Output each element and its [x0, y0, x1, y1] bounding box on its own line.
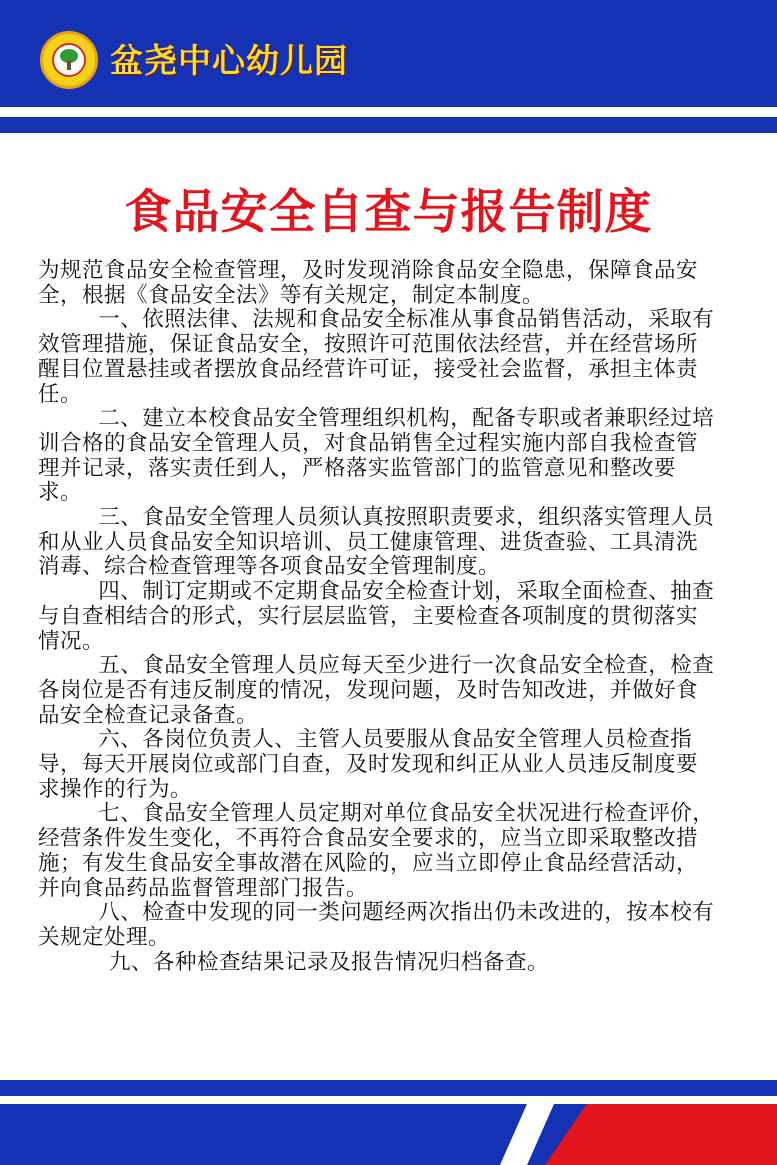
kindergarten-logo-icon [40, 31, 98, 89]
clause-2: 二、建立本校食品安全管理组织机构，配备专职或者兼职经过培训合格的食品安全管理人员，对食品销售全过程实施内部自我检查管理并记录，落实责任到人，严格落实监管部门的监管意见和整改要求。 [38, 406, 715, 506]
clause-5: 五、食品安全管理人员应每天至少进行一次食品安全检查，检查各岗位是否有违反制度的情况，发现问题，及时告知改进，并做好食品安全检查记录备查。 [38, 653, 715, 728]
footer-stripe [0, 1080, 777, 1096]
intro-paragraph: 为规范食品安全检查管理，及时发现消除食品安全隐患，保障食品安全，根据《食品安全法》等有关规定，制定本制度。 [38, 258, 699, 308]
clause-8: 八、检查中发现的同一类问题经两次指出仍未改进的，按本校有关规定处理。 [38, 900, 715, 950]
clause-1: 一、依照法律、法规和食品安全标准从事食品销售活动，采取有效管理措施，保证食品安全，按照许可范围依法经营，并在经营场所醒目位置悬挂或者摆放食品经营许可证，接受社会监督，承担主体责任。 [38, 307, 715, 407]
header-stripe [0, 117, 777, 133]
logo-emblem [52, 43, 86, 77]
clause-6: 六、各岗位负责人、主管人员要服从食品安全管理人员检查指导，每天开展岗位或部门自查，及时发现和纠正从业人员违反制度要求操作的行为。 [38, 727, 699, 802]
page-title: 食品安全自查与报告制度 [124, 185, 653, 240]
clause-9: 九、各种检查结果记录及报告情况归档备查。 [108, 949, 549, 975]
clause-4: 四、制订定期或不定期食品安全检查计划，采取全面检查、抽查与自查相结合的形式，实行层层监管，主要检查各项制度的贯彻落实情况。 [38, 579, 715, 654]
school-name: 盆尧中心幼儿园 [110, 41, 348, 80]
clause-7: 七、食品安全管理人员定期对单位食品安全状况进行检查评价，经营条件发生变化，不再符合食品安全要求的，应当立即采取整改措施；有发生食品安全事故潜在风险的，应当立即停止食品经营活动，并向食品药品监督管理部门报告。 [38, 801, 715, 901]
header-divider [0, 107, 777, 117]
regulation-body [38, 259, 718, 975]
tree-trunk [67, 61, 71, 70]
clause-3: 三、食品安全管理人员须认真按照职责要求，组织落实管理人员和从业人员食品安全知识培训、员工健康管理、进货查验、工具清洗消毒、综合检查管理等各项食品安全管理制度。 [38, 505, 715, 580]
